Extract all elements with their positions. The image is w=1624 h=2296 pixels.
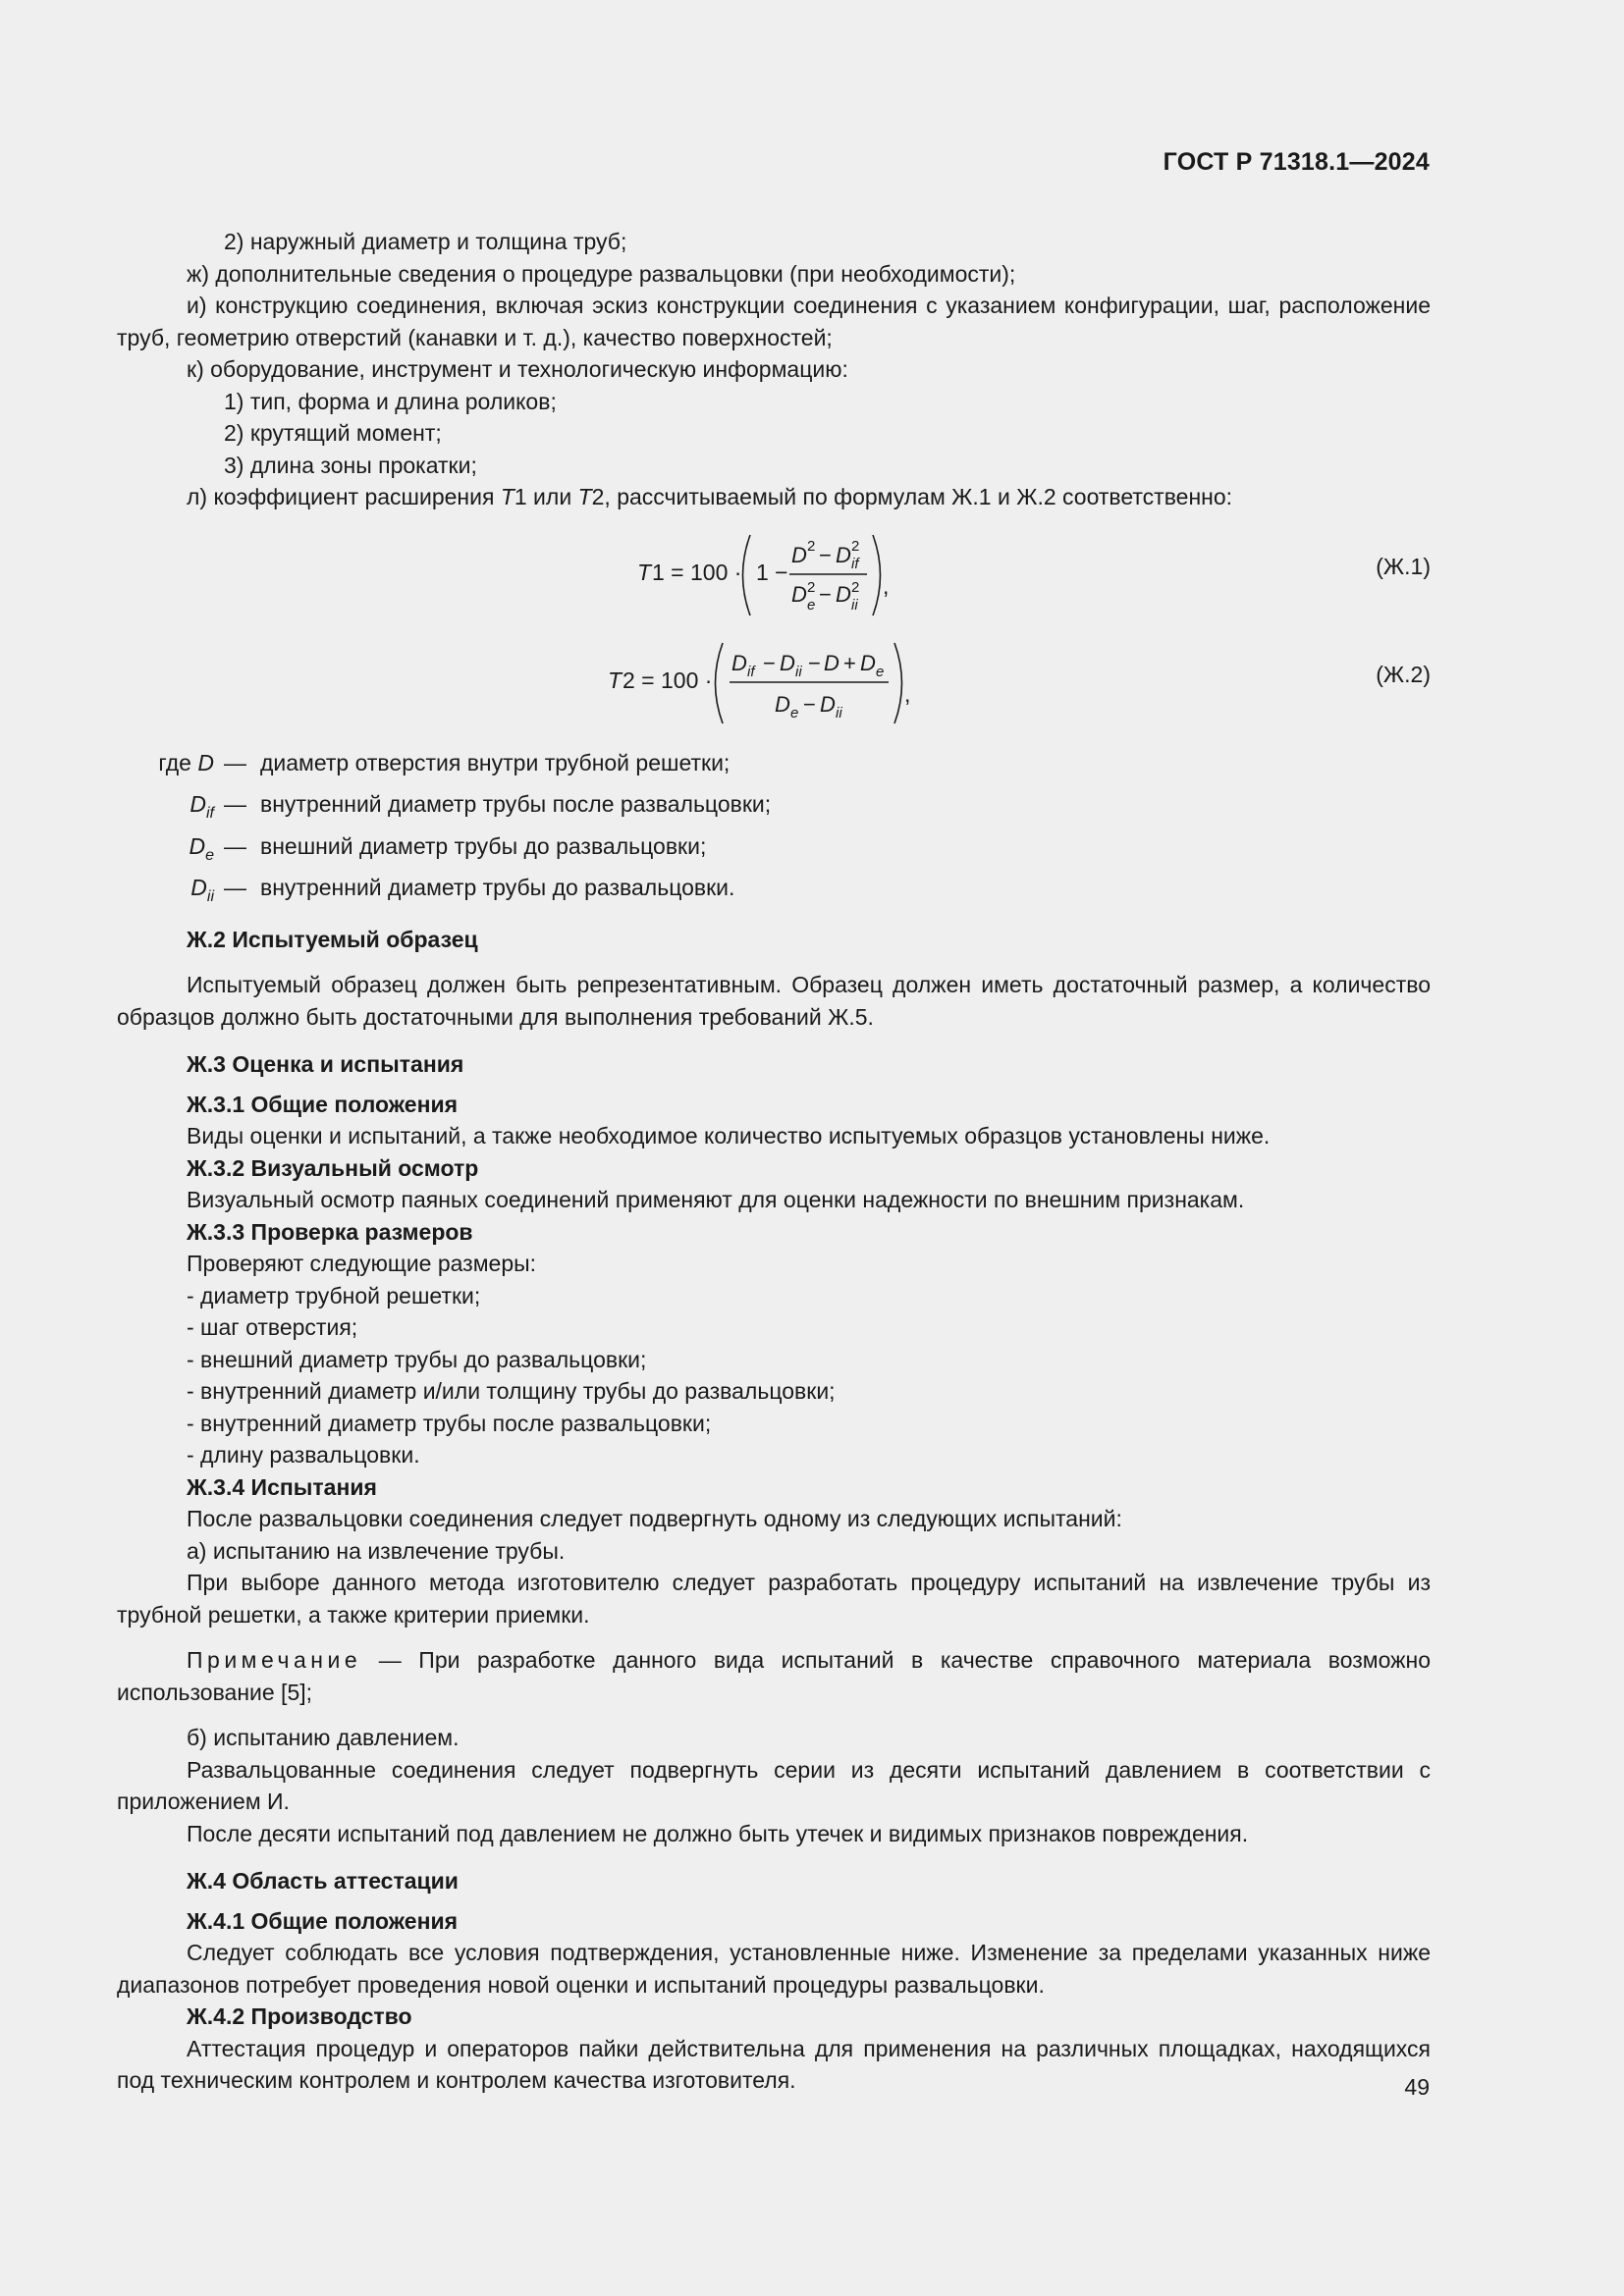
definition-text: внутренний диаметр трубы после развальцовки; xyxy=(260,791,772,817)
svg-text:if: if xyxy=(747,663,755,680)
section-zh34-intro: После развальцовки соединения следует подвергнуть одному из следующих испытаний: xyxy=(187,1506,1122,1531)
section-heading-zh34: Ж.3.4 Испытания xyxy=(187,1473,377,1500)
svg-text:D: D xyxy=(836,542,851,567)
section-heading-zh4: Ж.4 Область аттестации xyxy=(187,1868,459,1894)
svg-text:D: D xyxy=(836,581,851,607)
section-zh32-text: Визуальный осмотр паяных соединений применяют для оценки надежности по внешним признакам. xyxy=(187,1187,1245,1212)
svg-text:D: D xyxy=(820,691,836,717)
svg-text:2: 2 xyxy=(851,537,860,555)
svg-text:,: , xyxy=(904,680,911,707)
svg-text:1 −: 1 − xyxy=(756,559,788,585)
list-item: - длину развальцовки. xyxy=(187,1442,420,1468)
definition-symbol-letter: D xyxy=(189,832,206,859)
section-heading-zh2: Ж.2 Испытуемый образец xyxy=(187,926,478,952)
list-item: - внутренний диаметр и/или толщину трубы до развальцовки; xyxy=(187,1378,836,1404)
svg-text:−: − xyxy=(819,581,832,607)
section-heading-zh31: Ж.3.1 Общие положения xyxy=(187,1091,459,1117)
item-l-t1n: 1 или xyxy=(514,484,578,509)
svg-text:D: D xyxy=(731,650,747,675)
svg-text:2: 2 xyxy=(851,578,860,596)
item-l xyxy=(117,481,1431,513)
note-text: — При разработке данного вида испытаний в качестве справочного материала возможно использование [5]; xyxy=(117,1647,1431,1705)
section-zh33-intro: Проверяют следующие размеры: xyxy=(187,1251,537,1276)
svg-text:−: − xyxy=(803,691,816,717)
formula-1-number: (Ж.1) xyxy=(1376,553,1431,579)
svg-text:−: − xyxy=(819,542,832,567)
section-heading-zh32: Ж.3.2 Визуальный осмотр xyxy=(187,1154,479,1181)
definition-symbol-subscript: e xyxy=(205,846,214,864)
svg-text:ii: ii xyxy=(795,663,802,680)
svg-text:D: D xyxy=(775,691,790,717)
list-item: 2) крутящий момент; xyxy=(224,420,442,446)
svg-text:e: e xyxy=(790,704,799,721)
svg-text:,: , xyxy=(883,572,890,599)
list-top xyxy=(117,226,1431,481)
list-item: - диаметр трубной решетки; xyxy=(187,1282,481,1308)
svg-text:T: T xyxy=(608,667,623,693)
definition-symbol-letter: D xyxy=(197,749,214,775)
note xyxy=(117,1644,1431,1708)
item-l-suffix: 2, рассчитываемый по формулам Ж.1 и Ж.2 соответственно: xyxy=(591,484,1233,509)
definition-symbol xyxy=(117,788,254,830)
svg-text:ii: ii xyxy=(836,704,842,721)
list-item: 3) длина зоны прокатки; xyxy=(224,452,477,478)
svg-text:e: e xyxy=(876,663,885,680)
svg-text:−: − xyxy=(808,650,821,675)
page-number: 49 xyxy=(1404,2074,1430,2100)
svg-text:D: D xyxy=(791,542,807,567)
definition-symbol-subscript: if xyxy=(206,805,214,822)
section-zh34-item-b-text2: После десяти испытаний под давлением не должно быть утечек и видимых признаков повреждения. xyxy=(187,1820,1249,1846)
list-item: к) оборудование, инструмент и технологическую информацию: xyxy=(187,356,848,382)
svg-text:−: − xyxy=(763,650,776,675)
formula-1-equation xyxy=(637,529,893,621)
definition-text: диаметр отверстия внутри трубной решетки; xyxy=(260,749,731,775)
svg-text:D: D xyxy=(824,650,839,675)
section-zh2-text: Испытуемый образец должен быть репрезентативным. Образец должен иметь достаточный размер, а количество образцов должно быть достаточными для выполнения требований Ж.5. xyxy=(117,972,1431,1030)
list-item: - внешний диаметр трубы до развальцовки; xyxy=(187,1346,647,1372)
section-zh41-text: Следует соблюдать все условия подтверждения, установленные ниже. Изменение за пределами указанных ниже диапазонов потребует проведения новой оценки и испытаний процедуры развальцовки. xyxy=(117,1940,1431,1998)
definition-dash: — xyxy=(224,749,246,775)
item-l-t1: T xyxy=(500,484,514,509)
definitions-list xyxy=(117,747,1431,914)
definition-symbol xyxy=(117,872,254,914)
section-heading-zh33: Ж.3.3 Проверка размеров xyxy=(187,1218,473,1245)
list-item: - внутренний диаметр трубы после развальцовки; xyxy=(187,1410,712,1436)
section-zh34-item-a-text: При выборе данного метода изготовителю следует разработать процедуру испытаний на извлечение трубы из трубной решетки, а также критерии приемки. xyxy=(117,1570,1431,1628)
item-l-t2: T xyxy=(577,484,592,509)
definition-text: внешний диаметр трубы до развальцовки; xyxy=(260,832,707,859)
definition-dash: — xyxy=(224,875,246,900)
svg-text:D: D xyxy=(860,650,876,675)
svg-text:D: D xyxy=(791,581,807,607)
note-label: Примечание xyxy=(187,1647,362,1673)
section-zh31-text: Виды оценки и испытаний, а также необходимое количество испытуемых образцов установлены ниже. xyxy=(187,1123,1271,1148)
formula-2-equation xyxy=(608,637,942,729)
definition-lead: где xyxy=(158,749,198,775)
item-l-prefix: л) коэффициент расширения xyxy=(187,484,501,509)
section-zh34-item-b-text1: Развальцованные соединения следует подвергнуть серии из десяти испытаний давлением в соответствии с приложением И. xyxy=(117,1756,1431,1814)
definition-text: внутренний диаметр трубы до развальцовки. xyxy=(260,875,735,900)
definition-dash: — xyxy=(224,832,246,859)
page-body xyxy=(117,226,1431,2097)
definition-row xyxy=(117,788,1431,830)
svg-text:2: 2 xyxy=(807,537,816,555)
formula-2 xyxy=(117,637,1431,729)
list-item: - шаг отверстия; xyxy=(187,1314,358,1340)
svg-text:if: if xyxy=(851,555,859,572)
definition-dash: — xyxy=(224,791,246,817)
section-zh34-item-a: а) испытанию на извлечение трубы. xyxy=(187,1537,566,1564)
svg-text:T: T xyxy=(637,559,652,585)
list-item: и) конструкцию соединения, включая эскиз конструкции соединения с указанием конфигурации, шаг, расположение труб, геометрию отверстий (канавки и т. д.), качество поверхностей; xyxy=(117,293,1431,350)
svg-text:2 = 100 ·: 2 = 100 · xyxy=(623,667,713,693)
section-heading-zh41: Ж.4.1 Общие положения xyxy=(187,1907,459,1934)
definition-symbol-subscript: ii xyxy=(206,888,214,905)
document-id: ГОСТ Р 71318.1—2024 xyxy=(1163,148,1430,176)
svg-text:D: D xyxy=(780,650,795,675)
list-item: 1) тип, форма и длина роликов; xyxy=(224,388,557,414)
svg-text:e: e xyxy=(807,596,816,614)
section-zh42-text: Аттестация процедур и операторов пайки действительна для применения на различных площадках, находящихся под техническим контролем и контролем качества изготовителя. xyxy=(117,2035,1431,2093)
definition-row xyxy=(117,747,1431,789)
definition-row xyxy=(117,872,1431,914)
definition-row xyxy=(117,830,1431,873)
section-heading-zh42: Ж.4.2 Производство xyxy=(187,2003,412,2029)
definition-symbol-letter: D xyxy=(189,791,206,817)
definition-symbol-letter: D xyxy=(190,875,207,900)
section-heading-zh3: Ж.3 Оценка и испытания xyxy=(187,1051,464,1077)
list-item: 2) наружный диаметр и толщина труб; xyxy=(224,229,627,254)
svg-text:2: 2 xyxy=(807,578,816,596)
svg-text:ii: ii xyxy=(851,596,858,614)
formula-2-number: (Ж.2) xyxy=(1376,661,1431,687)
section-zh34-item-b: б) испытанию давлением. xyxy=(187,1725,460,1750)
dimensions-list xyxy=(117,1280,1431,1471)
definition-symbol xyxy=(117,747,254,789)
definition-symbol xyxy=(117,830,254,873)
list-item: ж) дополнительные сведения о процедуре развальцовки (при необходимости); xyxy=(187,260,1016,287)
formula-1 xyxy=(117,529,1431,621)
svg-text:1 = 100 ·: 1 = 100 · xyxy=(652,559,742,585)
svg-text:+: + xyxy=(843,650,856,675)
